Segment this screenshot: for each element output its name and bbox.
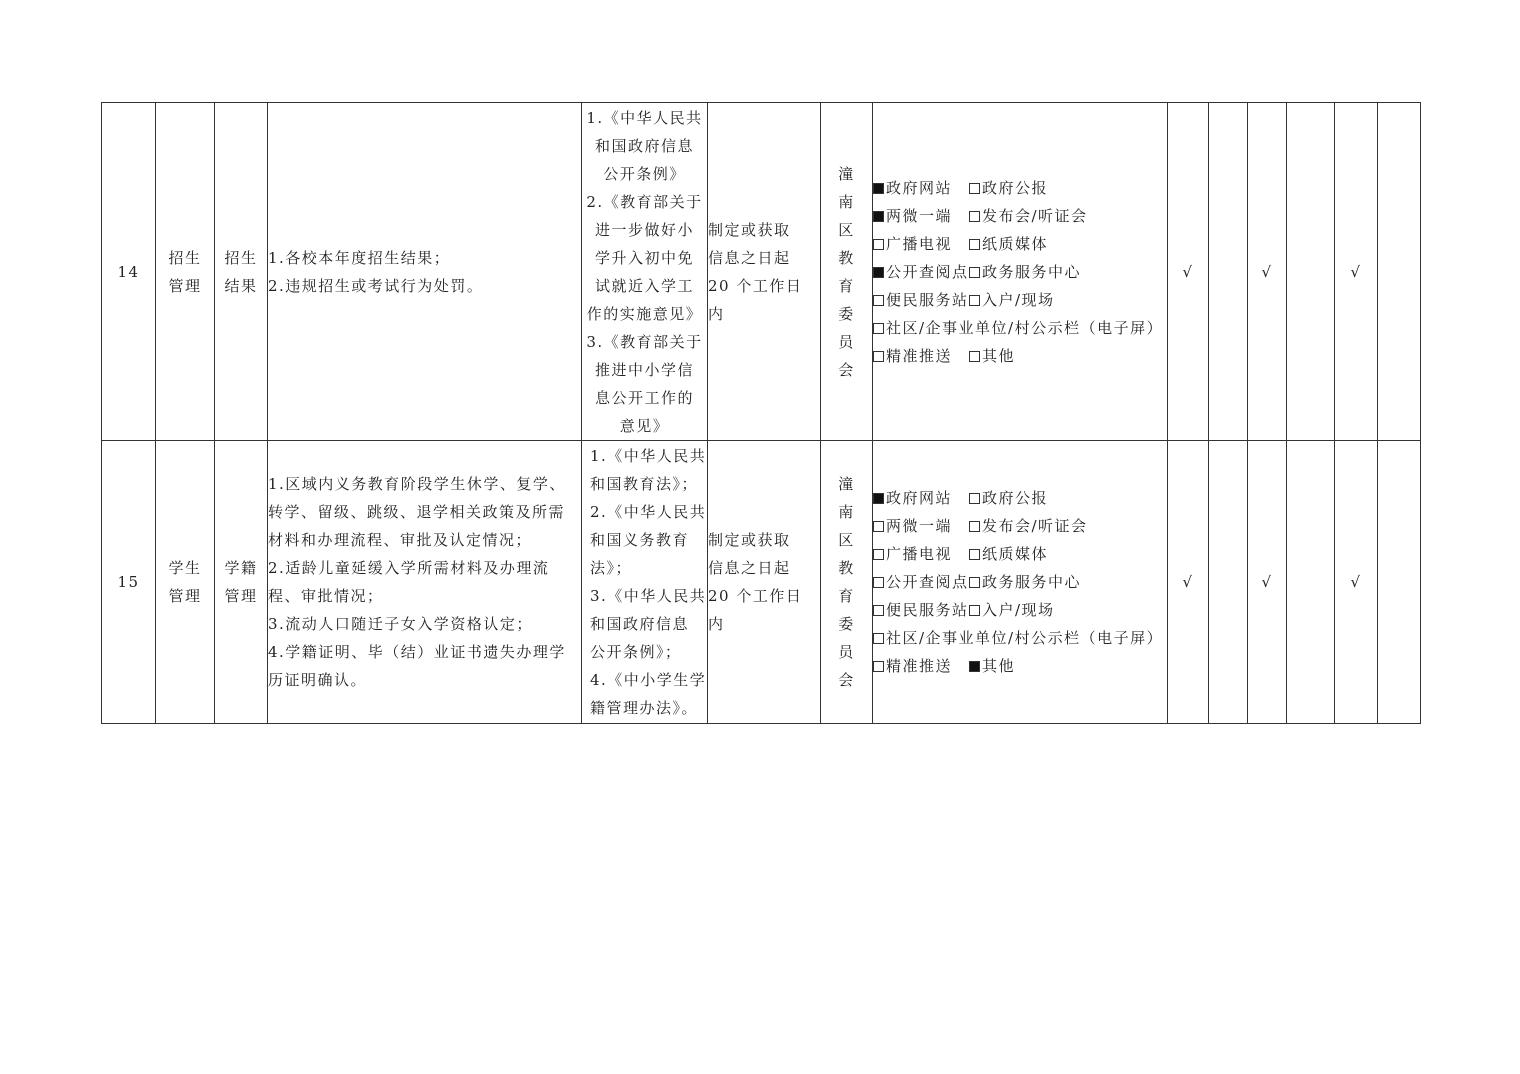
content-cell (268, 103, 582, 441)
category-cell (156, 103, 215, 441)
basis-text: 进一步做好小 (594, 220, 694, 239)
subject-char: 南 (838, 503, 855, 521)
checked-box-icon (873, 183, 884, 194)
channel-label: 广播电视 (886, 234, 953, 253)
channel-line (873, 652, 1167, 680)
channel-label: 两微一端 (886, 517, 953, 535)
channel-label: 公开查阅点 (886, 573, 969, 591)
subject-char: 区 (838, 220, 855, 239)
checkbox-icon (969, 267, 980, 278)
basis-text: 法》； (590, 559, 633, 577)
basis-text: 和国教育法》； (590, 475, 699, 493)
category-text: 学生 (168, 559, 202, 577)
subject-char: 员 (838, 332, 855, 351)
item-text: 管理 (224, 587, 258, 605)
checkbox-icon (873, 633, 884, 644)
channel-cell (873, 441, 1168, 724)
checkbox-icon (873, 295, 884, 306)
channel-line (873, 624, 1167, 652)
channel-label: 政府公报 (982, 489, 1049, 507)
channel-option (873, 202, 969, 230)
channel-option (873, 596, 969, 624)
channel-option (969, 286, 1055, 314)
mark-cell: √ (1248, 441, 1287, 724)
channel-option (969, 540, 1048, 568)
category-text: 管理 (168, 587, 202, 605)
checkbox-icon (873, 239, 884, 250)
table-row (102, 441, 1421, 724)
channel-label: 便民服务站 (886, 601, 969, 619)
mark-cell (1287, 103, 1335, 441)
channel-label: 广播电视 (886, 545, 953, 563)
channel-line (873, 568, 1167, 596)
mark-cell (1287, 441, 1335, 724)
channel-line (873, 314, 1167, 342)
channel-label: 精准推送 (886, 346, 953, 365)
content-text: 1.各校本年度招生结果； (268, 248, 451, 267)
channel-option (873, 174, 969, 202)
disclosure-table (101, 102, 1421, 724)
channel-label: 入户/现场 (982, 290, 1055, 309)
checkbox-icon (873, 323, 884, 334)
basis-text: 和国义务教育 (590, 531, 690, 549)
channel-option (969, 202, 1088, 230)
subject-char: 潼 (838, 475, 855, 493)
checkbox-icon (873, 351, 884, 362)
channel-option (969, 512, 1088, 540)
content-text: 1.区域内义务教育阶段学生休学、复学、 (268, 475, 566, 493)
basis-text: 4.《中小学生学 (590, 671, 707, 689)
basis-cell (582, 103, 708, 441)
basis-text: 2.《中华人民共 (590, 503, 707, 521)
channel-option (969, 174, 1048, 202)
channel-option (969, 342, 1015, 370)
basis-text: 作的实施意见》 (586, 304, 703, 323)
channel-cell (873, 103, 1168, 441)
content-text: 材料和办理流程、审批及认定情况； (268, 531, 533, 549)
mark-cell: √ (1168, 103, 1209, 441)
item-text: 结果 (224, 276, 258, 295)
channel-option (873, 314, 1163, 342)
basis-text: 和国政府信息 (590, 615, 690, 633)
checkbox-icon (969, 295, 980, 306)
checked-box-icon (873, 493, 884, 504)
basis-text: 2.《教育部关于 (586, 192, 703, 211)
time-limit-text: 制定或获取 (708, 531, 791, 549)
channel-option (873, 512, 969, 540)
channel-label: 政府公报 (982, 178, 1049, 197)
channel-option (873, 484, 969, 512)
item-cell (215, 441, 268, 724)
item-cell (215, 103, 268, 441)
channel-line (873, 202, 1167, 230)
basis-text: 1.《中华人民共 (586, 108, 703, 127)
time-limit-cell (708, 103, 821, 441)
channel-line (873, 512, 1167, 540)
checked-box-icon (873, 211, 884, 222)
channel-option (969, 258, 1081, 286)
subject-char: 委 (838, 304, 855, 323)
channel-label: 社区/企事业单位/村公示栏（电子屏） (886, 629, 1164, 647)
category-cell (156, 441, 215, 724)
channel-line (873, 342, 1167, 370)
checkbox-icon (873, 521, 884, 532)
time-limit-text: 信息之日起 (708, 559, 791, 577)
subject-char: 委 (838, 615, 855, 633)
basis-text: 意见》 (619, 416, 670, 435)
time-limit-cell (708, 441, 821, 724)
item-text: 学籍 (224, 559, 258, 577)
time-limit-text: 20 个工作日 (708, 587, 803, 605)
basis-text: 3.《中华人民共 (590, 587, 707, 605)
subject-char: 教 (838, 248, 855, 267)
checkbox-icon (969, 605, 980, 616)
content-text: 2.违规招生或考试行为处罚。 (268, 276, 484, 295)
checkbox-icon (969, 351, 980, 362)
content-text: 3.流动人口随迁子女入学资格认定； (268, 615, 533, 633)
basis-text: 籍管理办法》。 (590, 699, 699, 717)
checkbox-icon (969, 493, 980, 504)
content-text: 转学、留级、跳级、退学相关政策及所需 (268, 503, 566, 521)
category-text: 管理 (168, 276, 202, 295)
item-text: 招生 (224, 248, 258, 267)
row-number: 15 (102, 441, 156, 724)
mark-cell: √ (1335, 103, 1378, 441)
basis-text: 1.《中华人民共 (590, 447, 707, 465)
channel-option (969, 568, 1081, 596)
channel-line (873, 230, 1167, 258)
basis-text: 3.《教育部关于 (586, 332, 703, 351)
content-text: 4.学籍证明、毕（结）业证书遗失办理学 (268, 643, 566, 661)
subject-cell (821, 441, 873, 724)
channel-option (969, 230, 1048, 258)
channel-label: 社区/企事业单位/村公示栏（电子屏） (886, 318, 1164, 337)
time-limit-text: 内 (708, 615, 725, 633)
channel-option (873, 652, 969, 680)
subject-char: 区 (838, 531, 855, 549)
channel-label: 公开查阅点 (886, 262, 969, 281)
subject-char: 南 (838, 192, 855, 211)
channel-label: 发布会/听证会 (982, 206, 1088, 225)
subject-char: 育 (838, 587, 855, 605)
mark-cell: √ (1168, 441, 1209, 724)
checkbox-icon (873, 577, 884, 588)
checkbox-icon (969, 239, 980, 250)
channel-option (969, 484, 1048, 512)
channel-option (873, 230, 969, 258)
channel-line (873, 596, 1167, 624)
channel-option (873, 258, 969, 286)
channel-line (873, 540, 1167, 568)
content-text: 程、审批情况； (268, 587, 384, 605)
channel-option (873, 286, 969, 314)
content-text: 历证明确认。 (268, 671, 368, 689)
checked-box-icon (969, 661, 980, 672)
basis-text: 学升入初中免 (594, 248, 694, 267)
channel-label: 政府网站 (886, 489, 953, 507)
channel-option (873, 568, 969, 596)
subject-char: 育 (838, 276, 855, 295)
basis-text: 公开条例》 (603, 164, 686, 183)
time-limit-text: 20 个工作日 (708, 276, 803, 295)
channel-option (873, 342, 969, 370)
channel-label: 纸质媒体 (982, 234, 1049, 253)
channel-label: 发布会/听证会 (982, 517, 1088, 535)
channel-line (873, 174, 1167, 202)
channel-label: 便民服务站 (886, 290, 969, 309)
checkbox-icon (873, 605, 884, 616)
channel-option (873, 540, 969, 568)
mark-cell (1209, 441, 1248, 724)
subject-char: 会 (838, 671, 855, 689)
channel-label: 其他 (982, 657, 1016, 675)
channel-label: 政务服务中心 (982, 262, 1082, 281)
basis-text: 试就近入学工 (594, 276, 694, 295)
subject-char: 员 (838, 643, 855, 661)
channel-label: 两微一端 (886, 206, 953, 225)
basis-text: 推进中小学信 (594, 360, 694, 379)
mark-cell: √ (1335, 441, 1378, 724)
checkbox-icon (873, 661, 884, 672)
mark-cell (1209, 103, 1248, 441)
time-limit-text: 信息之日起 (708, 248, 791, 267)
checkbox-icon (969, 521, 980, 532)
basis-text: 息公开工作的 (594, 388, 694, 407)
channel-line (873, 484, 1167, 512)
channel-label: 入户/现场 (982, 601, 1055, 619)
checkbox-icon (969, 549, 980, 560)
basis-text: 和国政府信息 (594, 136, 694, 155)
checkbox-icon (969, 577, 980, 588)
channel-line (873, 286, 1167, 314)
checkbox-icon (969, 183, 980, 194)
subject-char: 会 (838, 360, 855, 379)
checkbox-icon (873, 549, 884, 560)
basis-text: 公开条例》； (590, 643, 682, 661)
channel-label: 精准推送 (886, 657, 953, 675)
basis-cell (582, 441, 708, 724)
time-limit-text: 内 (708, 304, 725, 323)
checkbox-icon (969, 211, 980, 222)
category-text: 招生 (168, 248, 202, 267)
channel-option (969, 596, 1055, 624)
channel-label: 政务服务中心 (982, 573, 1082, 591)
content-text: 2.适龄儿童延缓入学所需材料及办理流 (268, 559, 550, 577)
channel-option (873, 624, 1163, 652)
channel-label: 政府网站 (886, 178, 953, 197)
mark-cell: √ (1248, 103, 1287, 441)
content-cell (268, 441, 582, 724)
channel-label: 其他 (982, 346, 1016, 365)
mark-cell (1378, 103, 1421, 441)
row-number: 14 (102, 103, 156, 441)
mark-cell (1378, 441, 1421, 724)
channel-option (969, 652, 1015, 680)
time-limit-text: 制定或获取 (708, 220, 791, 239)
channel-line (873, 258, 1167, 286)
channel-label: 纸质媒体 (982, 545, 1049, 563)
checked-box-icon (873, 267, 884, 278)
table-row (102, 103, 1421, 441)
subject-char: 潼 (838, 164, 855, 183)
subject-char: 教 (838, 559, 855, 577)
subject-cell (821, 103, 873, 441)
